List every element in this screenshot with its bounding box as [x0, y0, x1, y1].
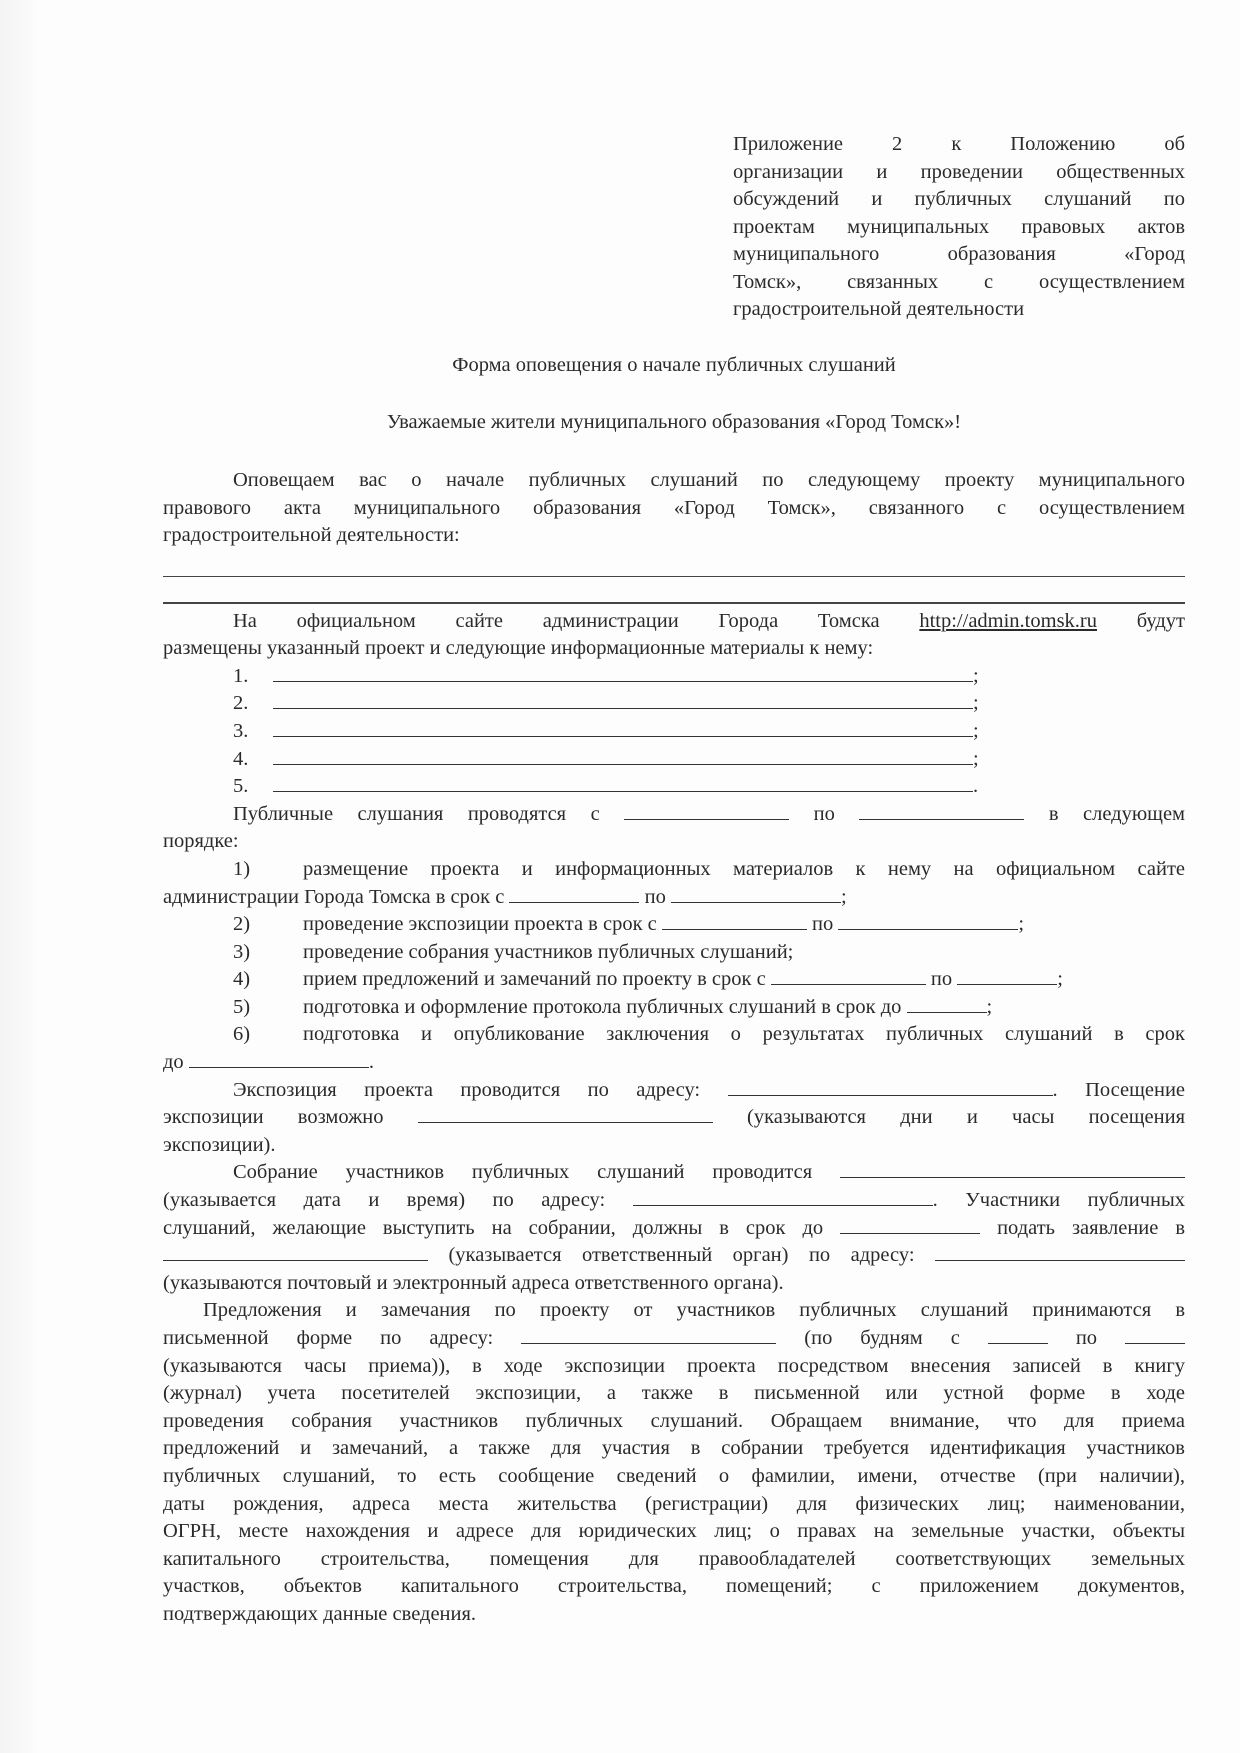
- proposals-address-field[interactable]: [521, 1325, 776, 1344]
- materials-list: [163, 663, 1185, 801]
- punct: ;: [1057, 968, 1063, 991]
- punct: ;: [973, 664, 979, 687]
- meeting-paragraph: [163, 1159, 1185, 1297]
- meeting-text: слушаний, желающие выступить на собрании, должны в срок до: [163, 1216, 824, 1239]
- punct: ;: [973, 719, 979, 742]
- website-line: [163, 608, 1185, 636]
- exposition-text: экспозиции возможно: [163, 1106, 384, 1129]
- exposition-address-field[interactable]: [728, 1077, 1053, 1096]
- punct: ;: [973, 692, 979, 715]
- annex-line: проектам муниципальных правовых актов: [733, 215, 1185, 238]
- proposals-line: подтверждающих данные сведения.: [163, 1602, 477, 1625]
- exposition-line: [163, 1077, 1185, 1105]
- step-text: по: [930, 968, 953, 991]
- step-text: проведение собрания участников публичных слушаний;: [303, 940, 794, 963]
- annex-line: организации и проведении общественных: [733, 160, 1185, 183]
- meeting-line: [163, 1187, 1185, 1215]
- annex-line: Приложение 2 к Положению об: [733, 133, 1185, 155]
- material-field[interactable]: [273, 663, 973, 682]
- proposals-line: Предложения и замечания по проекту от участников публичных слушаний принимаются в: [203, 1299, 1185, 1322]
- step-number: 6): [233, 1023, 251, 1046]
- punct: ;: [1018, 913, 1025, 936]
- step-1-start-field[interactable]: [509, 884, 639, 903]
- item-number: 1.: [233, 664, 249, 687]
- hours-to-field[interactable]: [1125, 1325, 1185, 1344]
- step-6-deadline-field[interactable]: [189, 1049, 369, 1068]
- intro-line: правового акта муниципального образования «Город Томск», связанного с осуществлением: [163, 496, 1185, 519]
- material-item: [163, 773, 1185, 801]
- punct: .: [973, 775, 979, 798]
- material-item: [163, 663, 1185, 691]
- proposals-line: предложений и замечаний, а также для участия в собрании требуется идентификация участников: [163, 1437, 1185, 1460]
- project-name-line-2[interactable]: [163, 602, 1185, 603]
- step-text: до: [163, 1051, 184, 1074]
- meeting-address-field[interactable]: [633, 1187, 933, 1206]
- step-item: [163, 856, 1185, 911]
- meeting-line: [163, 1159, 1185, 1187]
- proposals-paragraph: [163, 1297, 1185, 1628]
- website-paragraph: [163, 608, 1185, 663]
- step-line: [163, 1049, 1185, 1077]
- punct: .: [368, 1051, 374, 1074]
- exposition-text: Экспозиция проекта проводится по адресу:: [233, 1078, 701, 1101]
- step-number: 3): [233, 940, 251, 963]
- material-item: [163, 690, 1185, 718]
- step-text: прием предложений и замечаний по проекту в срок с: [303, 968, 766, 991]
- document-body: [163, 467, 1185, 1629]
- step-2-end-field[interactable]: [838, 911, 1018, 930]
- exposition-text: (указываются дни и часы посещения: [747, 1106, 1186, 1129]
- responsible-body-field[interactable]: [163, 1242, 428, 1261]
- step-4-start-field[interactable]: [771, 966, 926, 985]
- proposals-text: по: [1075, 1327, 1098, 1349]
- item-number: 4.: [233, 747, 249, 770]
- proposals-line: ОГРН, месте нахождения и адресе для юридических лиц; о правах на земельные участки, объекты: [163, 1520, 1185, 1543]
- step-text: проведение экспозиции проекта в срок с: [303, 913, 657, 936]
- material-field[interactable]: [273, 718, 973, 737]
- step-line: [163, 1021, 1185, 1049]
- material-field[interactable]: [273, 690, 973, 709]
- step-item: [163, 939, 1185, 967]
- website-text: На официальном сайте администрации Города Томска: [233, 609, 880, 632]
- responsible-address-field[interactable]: [935, 1242, 1185, 1261]
- greeting: Уважаемые жители муниципального образования «Город Томск»!: [386, 411, 962, 433]
- exposition-paragraph: [163, 1077, 1185, 1160]
- step-text: подготовка и оформление протокола публичных слушаний в срок до: [303, 995, 902, 1018]
- proposals-line: капитального строительства, помещения для правообладателей соответствующих земельных: [163, 1547, 1185, 1570]
- material-field[interactable]: [273, 746, 973, 765]
- meeting-datetime-field[interactable]: [840, 1159, 1185, 1178]
- period-text: Публичные слушания проводятся с: [233, 802, 600, 825]
- meeting-text: (указывается дата и время) по адресу:: [163, 1189, 606, 1212]
- step-number: 4): [233, 968, 251, 991]
- meeting-text: . Участники публичных: [932, 1189, 1186, 1212]
- intro-paragraph: [163, 467, 1185, 550]
- scan-edge: [0, 0, 40, 1753]
- step-item: [163, 994, 1185, 1022]
- step-text: администрации Города Томска в срок с: [163, 885, 505, 908]
- website-line: размещены указанный проект и следующие информационные материалы к нему:: [163, 637, 874, 660]
- annex-line: градостроительной деятельности: [733, 298, 1025, 320]
- item-number: 3.: [233, 719, 249, 742]
- exposition-text: экспозиции).: [163, 1133, 276, 1156]
- proposals-text: письменной форме по адресу:: [163, 1327, 494, 1349]
- period-line: [163, 801, 1185, 829]
- step-text: размещение проекта и информационных материалов к нему на официальном сайте: [303, 857, 1185, 880]
- proposals-line: проведения собрания участников публичных слушаний. Обращаем внимание, что для приема: [163, 1409, 1185, 1432]
- step-item: [163, 911, 1185, 939]
- intro-line: Оповещаем вас о начале публичных слушаний по следующему проекту муниципального: [233, 469, 1185, 491]
- step-text: по: [812, 913, 834, 936]
- step-1-end-field[interactable]: [671, 884, 841, 903]
- step-number: 1): [233, 857, 251, 880]
- step-5-deadline-field[interactable]: [907, 994, 987, 1013]
- step-item: [163, 1021, 1185, 1076]
- period-start-field[interactable]: [624, 801, 789, 820]
- proposals-line: (журнал) учета посетителей экспозиции, а также в письменной или устной форме в ходе: [163, 1382, 1185, 1405]
- website-link[interactable]: http://admin.tomsk.ru: [919, 609, 1098, 632]
- material-item: [163, 718, 1185, 746]
- step-number: 2): [233, 913, 251, 936]
- project-name-line-1[interactable]: [163, 576, 1185, 577]
- punct: ;: [973, 747, 979, 770]
- step-number: 5): [233, 995, 251, 1018]
- punct: ;: [986, 995, 993, 1018]
- hours-from-field[interactable]: [988, 1325, 1048, 1344]
- period-text: в следующем: [1048, 802, 1186, 825]
- step-item: [163, 966, 1185, 994]
- meeting-text: (указывается ответственный орган) по адресу:: [448, 1244, 915, 1267]
- meeting-line: [163, 1215, 1185, 1243]
- proposals-line: (указываются часы приема)), в ходе экспозиции проекта посредством внесения записей в книгу: [163, 1354, 1185, 1377]
- step-text: по: [644, 885, 666, 908]
- period-text: по: [813, 802, 835, 825]
- proposals-line: даты рождения, адреса места жительства (регистрации) для физических лиц; наименовании,: [163, 1492, 1185, 1515]
- meeting-text: Собрание участников публичных слушаний проводится: [233, 1161, 813, 1184]
- proposals-line: [163, 1325, 1185, 1353]
- step-4-end-field[interactable]: [957, 966, 1057, 985]
- material-field[interactable]: [273, 773, 973, 792]
- item-number: 2.: [233, 692, 249, 715]
- step-2-start-field[interactable]: [662, 911, 807, 930]
- step-line: [163, 884, 1185, 912]
- punct: ;: [840, 885, 847, 908]
- material-item: [163, 746, 1185, 774]
- annex-line: Томск», связанных с осуществлением: [733, 270, 1185, 293]
- annex-line: обсуждений и публичных слушаний по: [733, 188, 1185, 210]
- annex-reference: [733, 131, 1185, 324]
- meeting-line: [163, 1242, 1185, 1270]
- proposals-line: публичных слушаний, то есть сообщение сведений о фамилии, имени, отчестве (при наличии),: [163, 1464, 1185, 1487]
- period-end-field[interactable]: [859, 801, 1024, 820]
- exposition-line: [163, 1104, 1185, 1132]
- period-text: порядке:: [163, 830, 239, 853]
- form-title: Форма оповещения о начале публичных слушаний: [452, 354, 896, 376]
- website-text: будут: [1136, 609, 1186, 632]
- application-deadline-field[interactable]: [840, 1215, 980, 1234]
- steps-list: [163, 856, 1185, 1077]
- step-text: подготовка и опубликование заключения о результатах публичных слушаний в срок: [303, 1023, 1185, 1046]
- exposition-text: . Посещение: [1052, 1078, 1186, 1101]
- step-line: [163, 856, 1185, 884]
- proposals-line: участков, объектов капитального строительства, помещений; с приложением документов,: [163, 1575, 1185, 1598]
- meeting-text: (указываются почтовый и электронный адреса ответственного органа).: [163, 1271, 784, 1294]
- annex-line: муниципального образования «Город: [733, 243, 1185, 265]
- exposition-hours-field[interactable]: [418, 1104, 713, 1123]
- item-number: 5.: [233, 775, 249, 798]
- period-paragraph: [163, 801, 1185, 856]
- proposals-text: (по будням с: [804, 1327, 960, 1349]
- intro-line: градостроительной деятельности:: [163, 524, 460, 547]
- meeting-text: подать заявление в: [997, 1216, 1186, 1239]
